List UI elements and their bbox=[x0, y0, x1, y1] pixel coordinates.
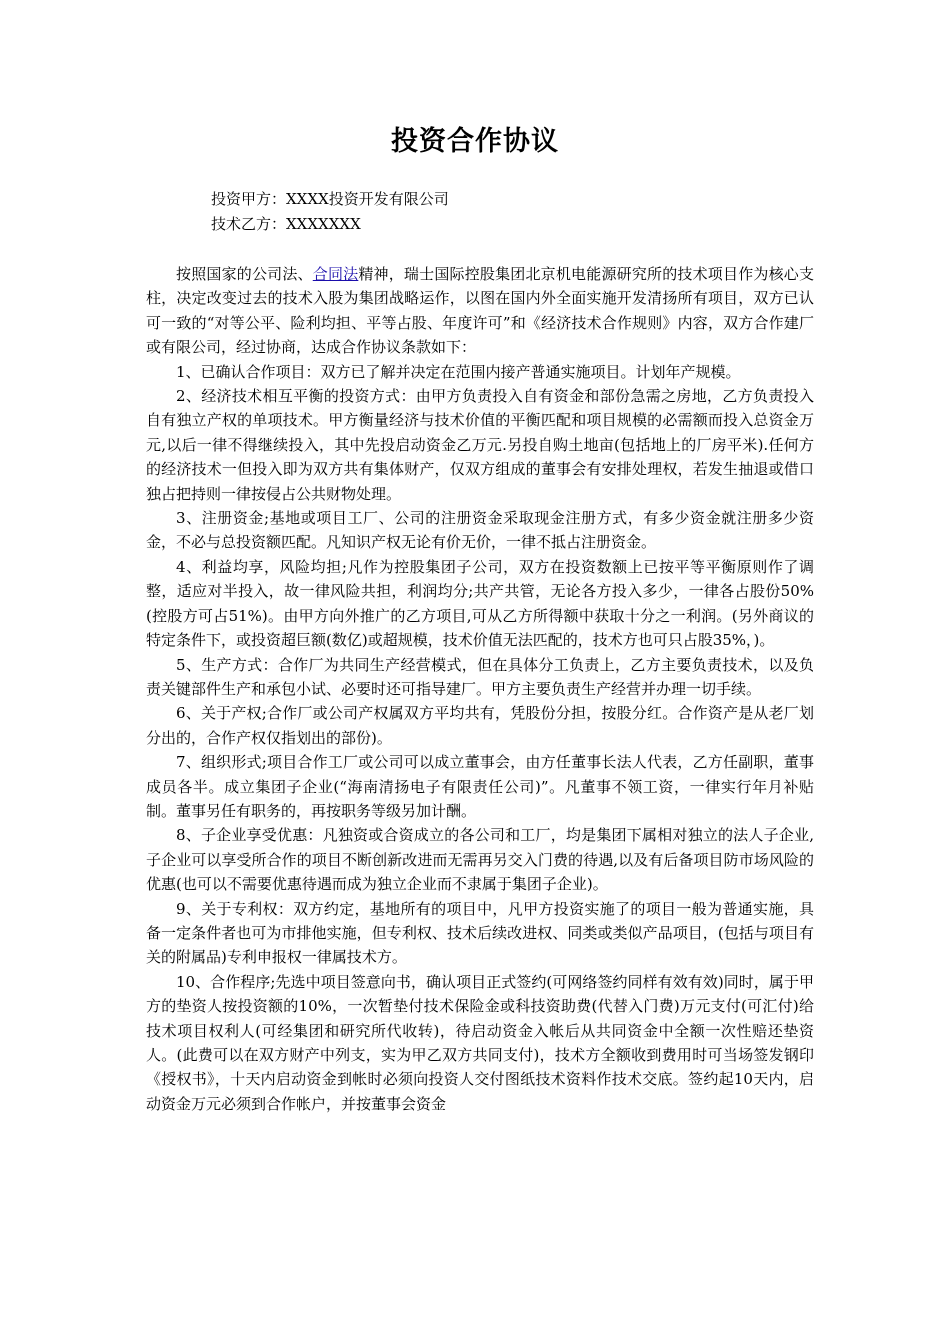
contract-law-link[interactable]: 合同法 bbox=[312, 265, 359, 283]
clause-paragraph: 5、生产方式：合作厂为共同生产经营模式，但在具体分工负责上，乙方主要负责技术，以及负责关键部件生产和承包小试、必要时还可指导建厂。甲方主要负责生产经营并办理一切手续。 bbox=[146, 655, 814, 698]
clause-paragraph: 6、关于产权;合作厂或公司产权属双方平均共有，凭股份分担，按股分红。合作资产是从老厂划分出的，合作产权仅指划出的部份)。 bbox=[146, 704, 814, 747]
party-b-line: 技术乙方：XXXXXXX bbox=[211, 215, 361, 233]
document-title: 投资合作协议 bbox=[391, 126, 559, 157]
parties-block bbox=[211, 187, 449, 237]
clause-paragraph: 7、组织形式;项目合作工厂或公司可以成立董事会，由方任董事长法人代表，乙方任副职，董事成员各半。成立集团子企业(“海南清扬电子有限责任公司)”。凡董事不领工资，一律实行年月补贴制。董事另任有职务的，再按职务等级另加计酬。 bbox=[146, 753, 814, 820]
clause-paragraph: 8、子企业享受优惠：凡独资或合资成立的各公司和工厂，均是集团下属相对独立的法人子企业,子企业可以享受所合作的项目不断创新改进而无需再另交入门费的待遇,以及有后备项目防市场风险的优惠(也可以不需要优惠待遇而成为独立企业而不隶属于集团子企业)。 bbox=[146, 826, 814, 894]
clause-paragraph: 10、合作程序;先选中项目签意向书，确认项目正式签约(可网络签约同样有效有效)同时，属于甲方的垫资人按投资额的10%，一次暂垫付技术保险金或科技资助费(代替入门费)万元支付(可汇付)给技术项目权利人(可经集团和研究所代收转)，待启动资金入帐后从共同资金中全额一次性赔还垫资人。(此费可以在双方财产中列支，实为甲乙双方共同支付)，技术方全额收到费用时可当场签发钢印《授权书》，十天内启动资金到帐时必须向投资人交付图纸技术资料作技术交底。签约起10天内，启动资金万元必须到合作帐户，并按董事会资金 bbox=[146, 972, 814, 1113]
agreement-body bbox=[146, 262, 814, 1116]
clause-paragraph: 9、关于专利权：双方约定，基地所有的项目中，凡甲方投资实施了的项目一般为普通实施，具备一定条件者也可为市排他实施，但专利权、技术后续改进权、同类或类似产品项目，(包括与项目有关的附属品)专利申报权一律属技术方。 bbox=[146, 899, 814, 967]
clause-paragraph: 3、注册资金;基地或项目工厂、公司的注册资金采取现金注册方式，有多少资金就注册多少资金，不必与总投资额匹配。凡知识产权无论有价无价，一律不抵占注册资金。 bbox=[146, 509, 814, 552]
party-a-line: 投资甲方：XXXX投资开发有限公司 bbox=[211, 190, 449, 208]
intro-text-rest: 精神，瑞士国际控股集团北京机电能源研究所的技术项目作为核心支柱，决定改变过去的技术入股为集团战略运作，以图在国内外全面实施开发清扬所有项目，双方已认可一致的“对等公平、险利均担、平等占股、年度许可”和《经济技术合作规则》内容，双方合作建厂或有限公司，经过协商，达成合作协议条款如下： bbox=[146, 265, 814, 357]
clause-paragraph: 1、已确认合作项目：双方已了解并决定在范围内接产普通实施项目。计划年产规模。 bbox=[176, 362, 741, 381]
clause-paragraph: 2、经济技术相互平衡的投资方式：由甲方负责投入自有资金和部份急需之房地，乙方负责投入自有独立产权的单项技术。甲方衡量经济与技术价值的平衡匹配和项目规模的必需额而投入总资金万元,以后一律不得继续投入，其中先投启动资金乙万元.另投自购土地亩(包括地上的厂房平米).任何方的经济技术一但投入即为双方共有集体财产，仅双方组成的董事会有安排处理权，若发生抽退或借口独占把持则一律按侵占公共财物处理。 bbox=[146, 387, 814, 503]
intro-text-start: 按照国家的公司法、 bbox=[176, 265, 313, 283]
clause-paragraph: 4、利益均享，风险均担;凡作为控股集团子公司，双方在投资数额上已按平等平衡原则作了调整，适应对半投入，故一律风险共担，利润均分;共产共管，无论各方投入多少，一律各占股份50%(控股方可占51%)。由甲方向外推广的乙方项目,可从乙方所得额中获取十分之一利润。(另外商议的特定条件下，或投资超巨额(数亿)或超规模，技术价值无法匹配的，技术方也可只占股35%，)。 bbox=[146, 557, 814, 650]
intro-paragraph bbox=[146, 262, 814, 360]
